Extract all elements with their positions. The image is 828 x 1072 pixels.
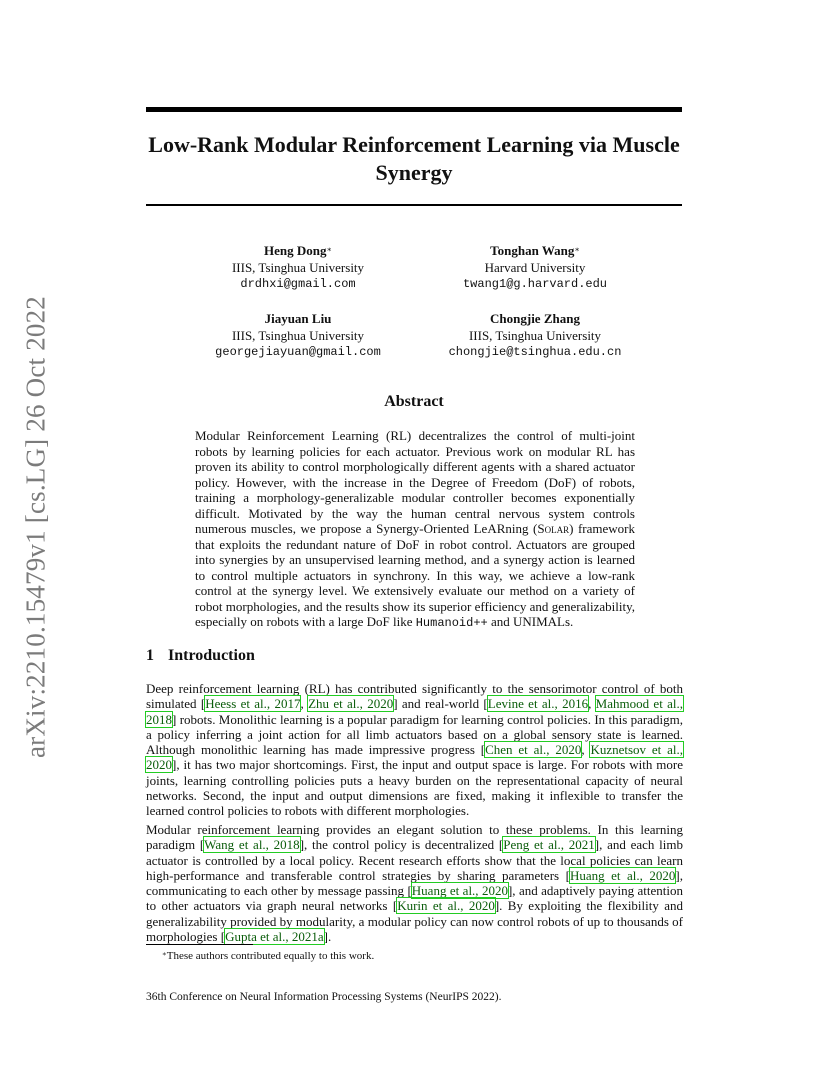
author-affiliation: IIIS, Tsinghua University (231, 259, 365, 275)
venue-note: 36th Conference on Neural Information Processing Systems (NeurIPS 2022). (146, 991, 502, 1003)
paper-title: Low-Rank Modular Reinforcement Learning via Muscle Synergy (148, 132, 680, 185)
citation-link[interactable]: Huang et al., 2020 (569, 867, 676, 883)
footnote-text: These authors contributed equally to this work. (166, 950, 375, 962)
section-title: Introduction (168, 647, 255, 664)
author-affiliation: IIIS, Tsinghua University (468, 327, 602, 343)
author-email: drdhxi@gmail.com (240, 277, 356, 291)
title-top-rule (146, 107, 682, 112)
footnote-mark: ∗ (162, 950, 167, 958)
author-block-1 (168, 243, 428, 293)
abstract-text: Modular Reinforcement Learning (RL) decentralizes the control of multi-joint robots by learning policies for each actuator. Previous work on modular RL has proven its ability to control morphologically different agents with a shared actuator policy. However, with the increase in the Degree of Freedom (DoF) of robots, training a morphology-generalizable modular controller becomes exponentially difficult. Motivated by the way the human central nervous system controls numerous muscles, we propose a Synergy-Oriented LeARning (Solar) framework that exploits the redundant nature of DoF in robot control. Actuators are grouped into synergies by an unsupervised learning method, and a synergy action is learned to control multiple actuators in synchrony. In this way, we achieve a low-rank control at the synergy level. We extensively evaluate our method on a variety of robot morphologies, and the results show its superior efficiency and generalizability, especially on robots with a large DoF like Humanoid++ and UNIMALs. (195, 428, 636, 630)
author-name: Heng Dong∗ (264, 243, 332, 258)
author-email: georgejiayuan@gmail.com (215, 345, 381, 359)
citation-link[interactable]: Levine et al., 2016 (487, 696, 589, 712)
section-number: 1 (146, 647, 154, 664)
author-name: Jiayuan Liu (264, 311, 332, 326)
intro-paragraph-2: Modular reinforcement learning provides an elegant solution to these problems. In this learning paradigm [Wang et al., 2018], the control policy is decentralized [Peng et al., 2021], and each limb actuator is controlled by a local policy. Recent research efforts show that the local policies can learn high-performance and transferable control strategies by sharing parameters [Huang et al., 2020], communicating to each other by message passing [Huang et al., 2020], and adaptively paying attention to other actuators via graph neural networks [Kurin et al., 2020]. By exploiting the flexibility and generalizability provided by modularity, a modular policy can now control robots of up to thousands of morphologies [Gupta et al., 2021a]. (146, 822, 684, 945)
author-email: twang1@g.harvard.edu (462, 277, 608, 291)
author-affiliation: IIIS, Tsinghua University (231, 327, 365, 343)
citation-link[interactable]: Heess et al., 2017 (205, 696, 301, 712)
intro-paragraph-1: Deep reinforcement learning (RL) has contributed significantly to the sensorimotor control of both simulated [Heess et al., 2017, Zhu et al., 2020] and real-world [Levine et al., 2016, Mahmood et al., 2018] robots. Monolithic learning is a popular paradigm for learning control policies. In this paradigm, a policy inferring a joint action for all limb actuators based on a global sensory state is learned. Although monolithic learning has made impressive progress [Chen et al., 2020, Kuznetsov et al., 2020], it has two major shortcomings. First, the input and output space is large. For robots with more joints, learning controlling policies puts a heavy burden on the representational capacity of neural networks. Second, the input and output dimensions are fixed, making it inflexible to transfer the learned control policies to robots with different morphologies. (146, 681, 684, 819)
author-email: chongjie@tsinghua.edu.cn (448, 345, 622, 359)
footnote-rule (146, 944, 253, 945)
citation-link[interactable]: Zhu et al., 2020 (308, 696, 394, 712)
citation-link[interactable]: Huang et al., 2020 (411, 883, 508, 899)
citation-link[interactable]: Mahmood et al., 2018 (146, 696, 684, 727)
citation-link[interactable]: Gupta et al., 2021a (225, 929, 324, 945)
solar-name: Solar (537, 521, 570, 536)
citation-link[interactable]: Chen et al., 2020 (485, 742, 582, 758)
equal-contribution-mark: ∗ (574, 245, 580, 254)
title-bottom-rule (146, 204, 682, 206)
citation-link[interactable]: Wang et al., 2018 (204, 837, 300, 853)
equal-contribution-mark: ∗ (326, 245, 332, 254)
section-heading (146, 647, 255, 665)
citation-link[interactable]: Kuznetsov et al., 2020 (146, 742, 683, 773)
author-affiliation: Harvard University (484, 259, 586, 275)
author-block-3 (168, 311, 428, 361)
humanoid-name: Humanoid++ (415, 616, 488, 630)
citation-link[interactable]: Kurin et al., 2020 (397, 898, 495, 914)
author-block-4 (405, 311, 665, 361)
arxiv-stamp (18, 292, 54, 762)
footnote (162, 950, 374, 962)
citation-link[interactable]: Peng et al., 2021 (503, 837, 595, 853)
author-name: Chongjie Zhang (490, 311, 580, 326)
arxiv-stamp-text: arXiv:2210.15479v1 [cs.LG] 26 Oct 2022 (20, 295, 51, 759)
abstract-heading: Abstract (384, 393, 444, 410)
author-name: Tonghan Wang∗ (490, 243, 580, 258)
author-block-2 (405, 243, 665, 293)
